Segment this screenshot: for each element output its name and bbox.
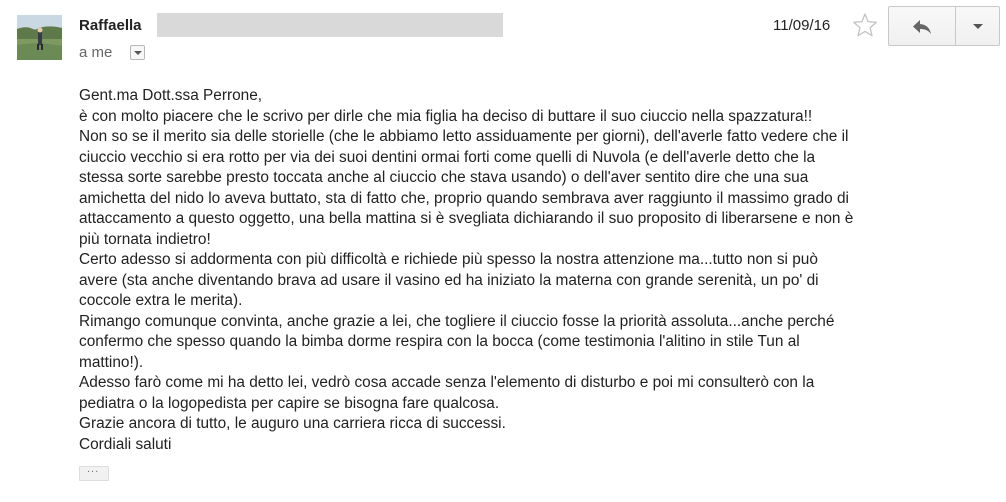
body-line: Gent.ma Dott.ssa Perrone, <box>79 87 263 104</box>
body-line: ciuccio vecchio si era rotto per via dei suoi dentini ormai forti come quelli di Nuvola (e dell'averle detto che la <box>79 148 816 166</box>
body-line: mattino!). <box>79 353 144 371</box>
ellipsis-icon: ... <box>87 463 100 475</box>
sender-name[interactable]: Raffaella <box>79 17 142 34</box>
chevron-down-icon <box>973 24 983 29</box>
body-line: confermo che spesso quando la bimba dorme respira con la bocca (come testimonia l'alitino in stile Tun al <box>79 333 800 350</box>
details-dropdown-icon <box>134 51 142 55</box>
sender-avatar[interactable] <box>17 15 62 60</box>
show-details-button[interactable] <box>130 45 145 60</box>
message-date: 11/09/16 <box>773 17 831 34</box>
body-line: avere (sta anche diventando brava ad usare il vasino ed ha iniziato la materna con grande serenità, un po' di <box>79 271 819 289</box>
body-line: Adesso farò come mi ha detto lei, vedrò cosa accade senza l'elemento di disturbo e poi mi consulterò con la <box>79 374 815 391</box>
body-line: è con molto piacere che le scrivo per dirle che mia figlia ha deciso di buttare il suo ciuccio nella spazzatura!! <box>79 107 813 125</box>
body-line: Grazie ancora di tutto, le auguro una carriera ricca di successi. <box>79 415 506 432</box>
reply-arrow-icon <box>912 19 932 35</box>
body-line: Certo adesso si addormenta con più difficoltà e richiede più spesso la nostra attenzione ma...tutto non si può <box>79 251 818 268</box>
body-line: pediatra o la logopedista per capire se bisogna fare qualcosa. <box>79 394 500 412</box>
body-line: attaccamento a questo oggetto, una bella mattina si è svegliata dichiarando il suo proposito di liberarsene e non è <box>79 210 854 227</box>
body-line: Cordiali saluti <box>79 435 172 453</box>
body-line: stessa sorte sarebbe presto toccata anche al ciuccio che stava usando) o dell'aver sentito dire che una sua <box>79 169 809 186</box>
message-body <box>79 86 974 455</box>
avatar-photo <box>17 15 62 60</box>
body-line: Rimango comunque convinta, anche grazie a lei, che togliere il ciuccio fosse la priorità assoluta...anche perché <box>79 312 835 330</box>
star-outline-icon <box>852 12 878 38</box>
star-button[interactable] <box>852 12 878 38</box>
redacted-sender-address <box>157 13 503 37</box>
more-options-button[interactable] <box>955 6 1000 46</box>
reply-button[interactable] <box>888 6 956 46</box>
body-line: amichetta del nido lo aveva buttato, sta di fatto che, proprio quando sembrava aver raggiunto il massimo grado di <box>79 189 849 207</box>
show-trimmed-content-button[interactable] <box>79 463 109 481</box>
body-line: Non so se il merito sia delle storielle (che le abbiamo letto assiduamente per giorni), dell'averle fatto vedere che il <box>79 128 849 145</box>
body-line: coccole extra le merita). <box>79 292 243 309</box>
recipient-label: a me <box>79 44 113 61</box>
body-line: più tornata indietro! <box>79 230 211 248</box>
